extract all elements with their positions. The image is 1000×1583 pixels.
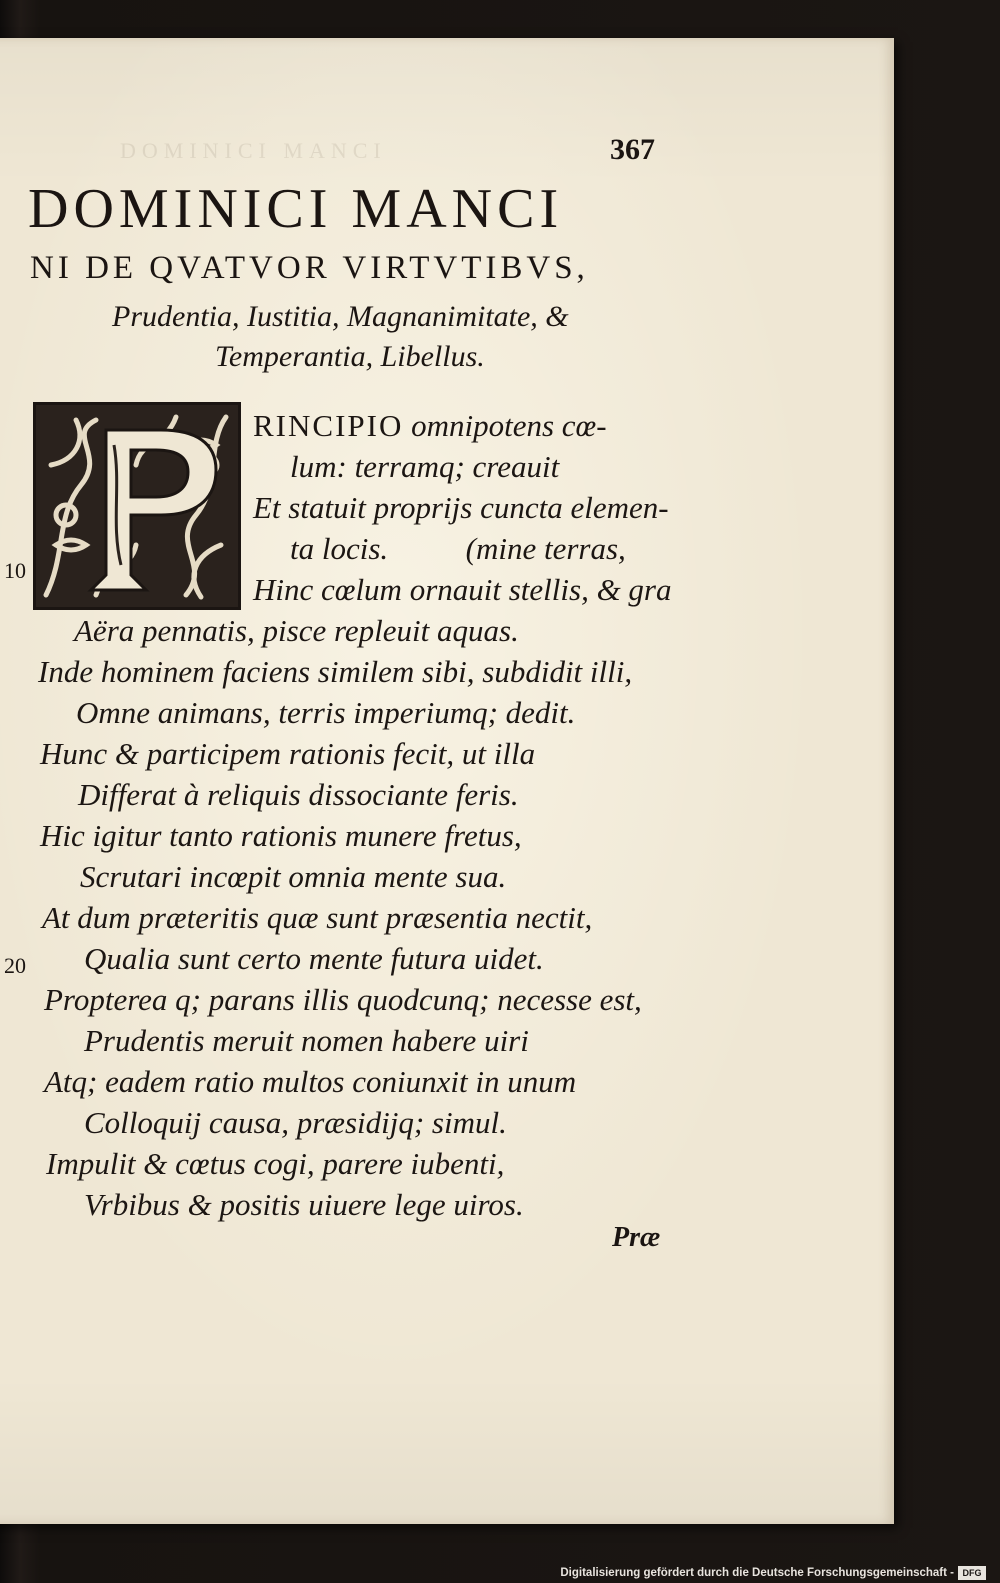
verse-text: Qualia sunt certo mente futura uidet. [84,941,544,976]
verse-line [40,736,535,772]
verse-line [84,1187,524,1223]
verse-text: At dum præteritis quæ sunt præsentia nectit, [42,900,593,935]
verse-capitals: RINCIPIO [253,408,404,443]
verse-text: Vrbibus & positis uiuere lege uiros. [84,1187,524,1222]
dfg-logo: DFG [958,1566,986,1580]
subtitle-line-2: Temperantia, Libellus. [215,340,485,373]
verse-text: Differat à reliquis dissociante feris. [78,777,519,812]
verse-line [38,654,632,690]
subtitle-line-1: Prudentia, Iustitia, Magnanimitate, & [112,300,569,333]
verse-text: ta locis. (mine terras, [290,531,626,566]
verse-line [290,449,559,485]
verse-text: Omne animans, terris imperiumq; dedit. [76,695,576,730]
margin-line-number: 10 [4,558,26,583]
footer-credit: Digitalisierung gefördert durch die Deutsche Forschungsgemeinschaft - [560,1567,954,1579]
verse-text: Et statuit proprijs cuncta elemen- [253,490,669,525]
verse-line [253,408,607,444]
verse-line [253,490,669,526]
verse-text: Atq; eadem ratio multos coniunxit in unum [44,1064,577,1099]
verse-text: Aëra pennatis, pisce repleuit aquas. [74,613,519,648]
verse-line [46,1146,504,1182]
title-line-1: DOMINICI MANCI [28,178,564,240]
verse-text: Colloquij causa, præsidijq; simul. [84,1105,507,1140]
foliage-ornament-icon [36,405,238,607]
verse-line [84,1023,529,1059]
verse-line [76,695,575,731]
verse-text: Impulit & cœtus cogi, parere iubenti, [46,1146,505,1181]
verse-line [84,941,544,977]
verse-text: Hunc & participem rationis fecit, ut illa [40,736,536,771]
verse-text: Propterea q; parans illis quodcunq; necesse est, [44,982,642,1017]
verse-line [290,531,626,567]
title-line-2: NI DE QVATVOR VIRTVTIBVS, [30,250,589,286]
verse-text: Hinc cœlum ornauit stellis, & gra [253,572,672,607]
verse-text: Prudentis meruit nomen habere uiri [84,1023,529,1058]
verse-line [74,613,519,649]
verse-text: omnipotens cœ- [403,408,607,443]
verse-line [42,900,592,936]
verse-line [253,572,672,608]
page-number: 367 [610,133,655,166]
verse-line [44,1064,576,1100]
verse-line [44,982,642,1018]
verse-line [40,818,522,854]
margin-line-number: 20 [4,953,26,978]
verse-text: lum: terramq; creauit [290,449,560,484]
decorated-initial [33,402,241,610]
verse-text: Inde hominem faciens similem sibi, subdidit illi, [38,654,633,689]
verse-line [78,777,519,813]
verse-text: Hic igitur tanto rationis munere fretus, [40,818,522,853]
verse-text: Scrutari incœpit omnia mente sua. [80,859,507,894]
verse-line [84,1105,507,1141]
catchword: Præ [612,1222,661,1253]
verse-line [80,859,506,895]
